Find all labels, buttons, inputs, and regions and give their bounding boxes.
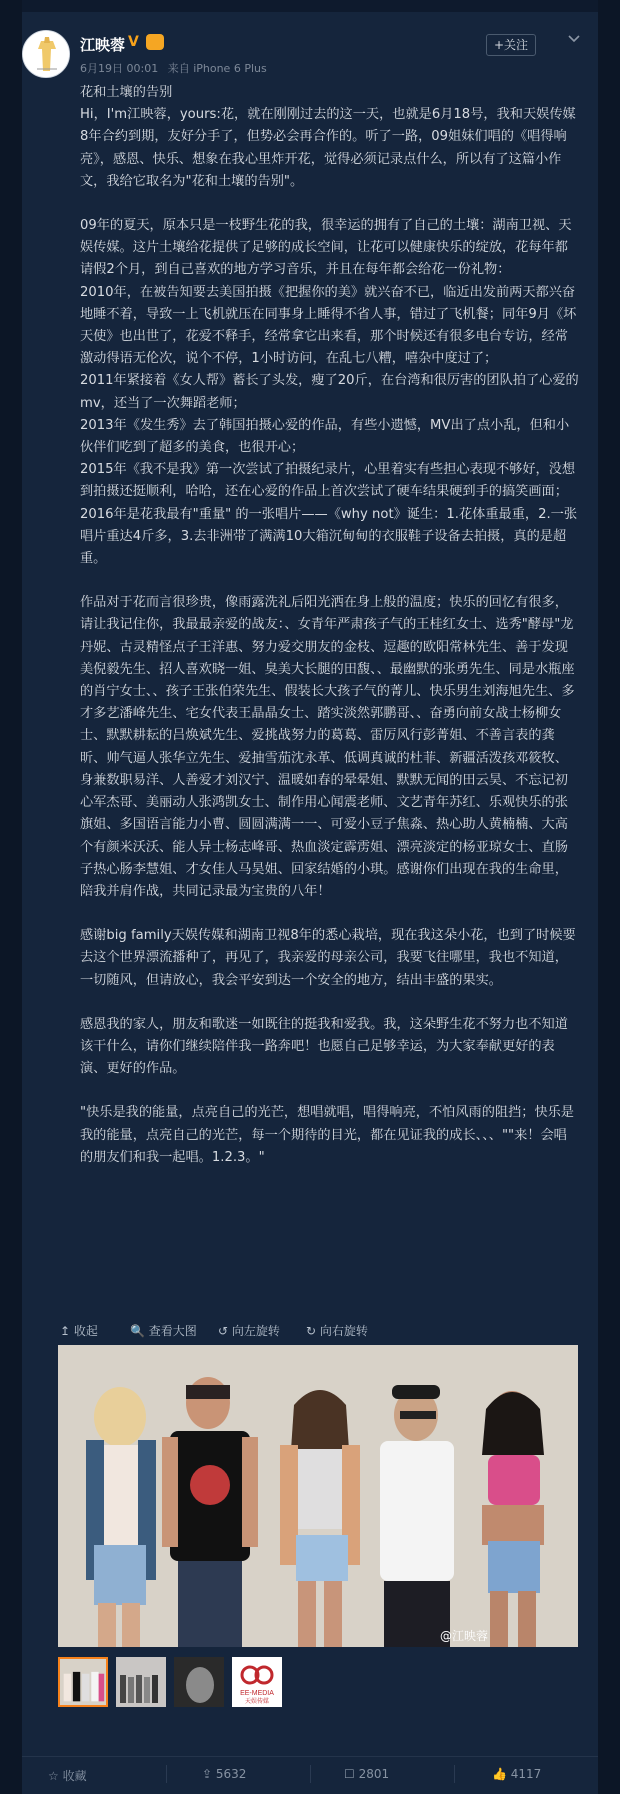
post-paragraph: Hi，I'm江映蓉，yours:花，就在刚刚过去的这一天，也就是6月18号，我和天娱传媒8年合约到期，友好分手了，但势必会再合作的。听了一路，09姐妹们唱的《唱得响亮》，感恩、快乐、想象在我心里炸开花，觉得必须记录点什么，所以有了这篇小作文，我给它取名为"花和土壤的告别"。 [80, 107, 576, 189]
rotate-left-button[interactable]: ↺ 向左旋转 [218, 1324, 280, 1338]
post-paragraph: 09年的夏天，原本只是一枝野生花的我，很幸运的拥有了自己的土壤：湖南卫视、天娱传媒。这片土壤给花提供了足够的成长空间，让花可以健康快乐的绽放，花每年都请假2个月，到自己喜欢的地方学习音乐，并且在每年都会给花一份礼物： [80, 218, 572, 278]
main-photo[interactable] [58, 1345, 578, 1647]
verified-icon: V [128, 34, 139, 50]
post-date[interactable]: 6月19日 00:01 [80, 62, 159, 75]
repost-button[interactable]: ⇪ 5632 [202, 1767, 247, 1781]
image-toolbar [58, 1318, 566, 1342]
post-paragraph: 2013年《发生秀》去了韩国拍摄心爱的作品，有些小遗憾，MV出了点小乱，但和小伙伴们吃到了超多的美食，也很开心； [80, 417, 570, 456]
post-paragraph: "快乐是我的能量，点亮自己的光芒，想唱就唱，唱得响亮，不怕风雨的阻挡；快乐是我的能量，点亮自己的光芒，每一个期待的目光，都在见证我的成长、、、""来！会唱的朋友们和我一起唱。1.2.3。" [80, 1105, 574, 1165]
photo-watermark: @江映蓉 [440, 1629, 489, 1643]
svg-text:EE-MEDIA: EE-MEDIA [240, 1690, 274, 1697]
post-paragraph: 2011年紧接着《女人帮》蓄长了头发，瘦了20斤，在台湾和很厉害的团队拍了心爱的mv，还当了一次舞蹈老师； [80, 373, 579, 411]
view-large-button[interactable]: 🔍 查看大图 [130, 1324, 197, 1338]
post-header [22, 12, 598, 82]
post-source: 来自 iPhone 6 Plus [167, 62, 267, 75]
thumbnail-3[interactable] [174, 1657, 224, 1707]
thumbnail-2[interactable] [116, 1657, 166, 1707]
thumbnail-1[interactable] [58, 1657, 108, 1707]
post-paragraph: 2016年是花我最有"重量" 的一张唱片——《why not》诞生：1.花体重最重，2.一张唱片重达4斤多，3.去非洲带了满满10大箱沉甸甸的衣服鞋子设备去拍摄，真的是超重。 [80, 506, 578, 567]
action-bar [22, 1757, 598, 1794]
post-paragraph: 作品对于花而言很珍贵，像雨露洗礼后阳光洒在身上般的温度；快乐的回忆有很多，请让我记住你，我最最亲爱的战友：、女青年严肃孩子气的王桂红女士、选秀"酵母"龙丹妮、古灵精怪点子王洋惠、努力爱交朋友的金枝、逗趣的欧阳常林先生、善于发现美倪毅先生、招人喜欢晓一姐、臭美大长腿的田馥、、最幽默的张勇先生、同是水瓶座的肖宁女士、、孩子王张伯荣先生、假装长大孩子气的菁儿、快乐男生刘海旭先生、多才多艺潘峰先生、宅女代表王晶晶女士、踏实淡然郭鹏哥、、奋勇向前女战士杨柳女士、默默耕耘的吕焕斌先生、爱挑战努力的葛葛、雷厉风行彭菁姐、不善言表的龚昕、帅气逼人张华立先生、爱抽雪茄沈永革、低调真诚的杜菲、新疆活泼孩邓筱牧、身兼数职易洋、人善爱才刘汉宁、温暖如春的晕晕姐、默默无闻的田云昊、不忘记初心军杰哥、美丽动人张鸿凯女士、制作用心闻震老师、文艺青年苏红、乐观快乐的张旗姐、多国语言能力小曹、圆圆满满一一、可爱小豆子焦淼、热心助人黄楠楠、大高个有颜米沃沃、能人异士杨志峰哥、热血淡定霹雳姐、漂亮淡定的杨亚琼女士、直肠子热心肠李慧姐、才女佳人马昊姐、回家结婚的小琪。感谢你们出现在我的生命里，陪我并肩作战，共同记录最为宝贵的八年！ [80, 595, 575, 899]
comment-button[interactable]: ☐ 2801 [344, 1767, 390, 1781]
svg-text:天娱传媒: 天娱传媒 [244, 1699, 270, 1705]
member-crown-icon [146, 34, 164, 50]
page-margin-left [0, 0, 22, 1794]
user-name[interactable]: 江映蓉 [80, 36, 126, 54]
post-paragraph: 感恩我的家人，朋友和歌迷一如既往的挺我和爱我。我，这朵野生花不努力也不知道该干什么，请你们继续陪伴我一路奔吧！也愿自己足够幸运，为大家奉献更好的表演、更好的作品。 [80, 1016, 568, 1077]
rotate-right-button[interactable]: ↻ 向右旋转 [306, 1324, 368, 1338]
post-title: 花和土壤的告别 [80, 85, 173, 100]
collapse-button[interactable]: ↥ 收起 [60, 1324, 98, 1338]
chevron-down-icon[interactable] [567, 34, 581, 44]
post-paragraph: 2010年，在被告知要去美国拍摄《把握你的美》就兴奋不已，临近出发前两天都兴奋地睡不着，导致一上飞机就压在同事身上睡得不省人事，错过了飞机餐；同年9月《坏天使》也出世了，花爱不释手，经常拿它出来看，那个时候还有很多电台专访，经常激动得语无伦次，说个不停，1小时访问，在乱七八糟，嘻杂中度过了； [80, 284, 577, 367]
like-button[interactable]: 👍 4117 [492, 1767, 542, 1781]
avatar[interactable] [22, 30, 70, 78]
favorite-button[interactable]: ☆ 收藏 [48, 1769, 87, 1783]
follow-button[interactable]: +关注 [486, 34, 536, 56]
thumbnail-4[interactable] [232, 1657, 282, 1707]
post-paragraph: 感谢big family天娱传媒和湖南卫视8年的悉心栽培，现在我这朵小花，也到了时候要去这个世界漂流播种了，再见了，我亲爱的母亲公司，我要飞往哪里，我也不知道，一切随风，但请放心，我会平安到达一个安全的地方，结出丰盛的果实。 [80, 928, 576, 988]
post-paragraph: 2015年《我不是我》第一次尝试了拍摄纪录片，心里着实有些担心表现不够好，没想到拍摄还挺顺利，哈哈，还在心爱的作品上首次尝试了硬车结果硬到手的搞笑画面； [80, 462, 576, 500]
page-margin-right [598, 0, 620, 1794]
post-meta [80, 60, 273, 76]
post-body [80, 82, 580, 1169]
